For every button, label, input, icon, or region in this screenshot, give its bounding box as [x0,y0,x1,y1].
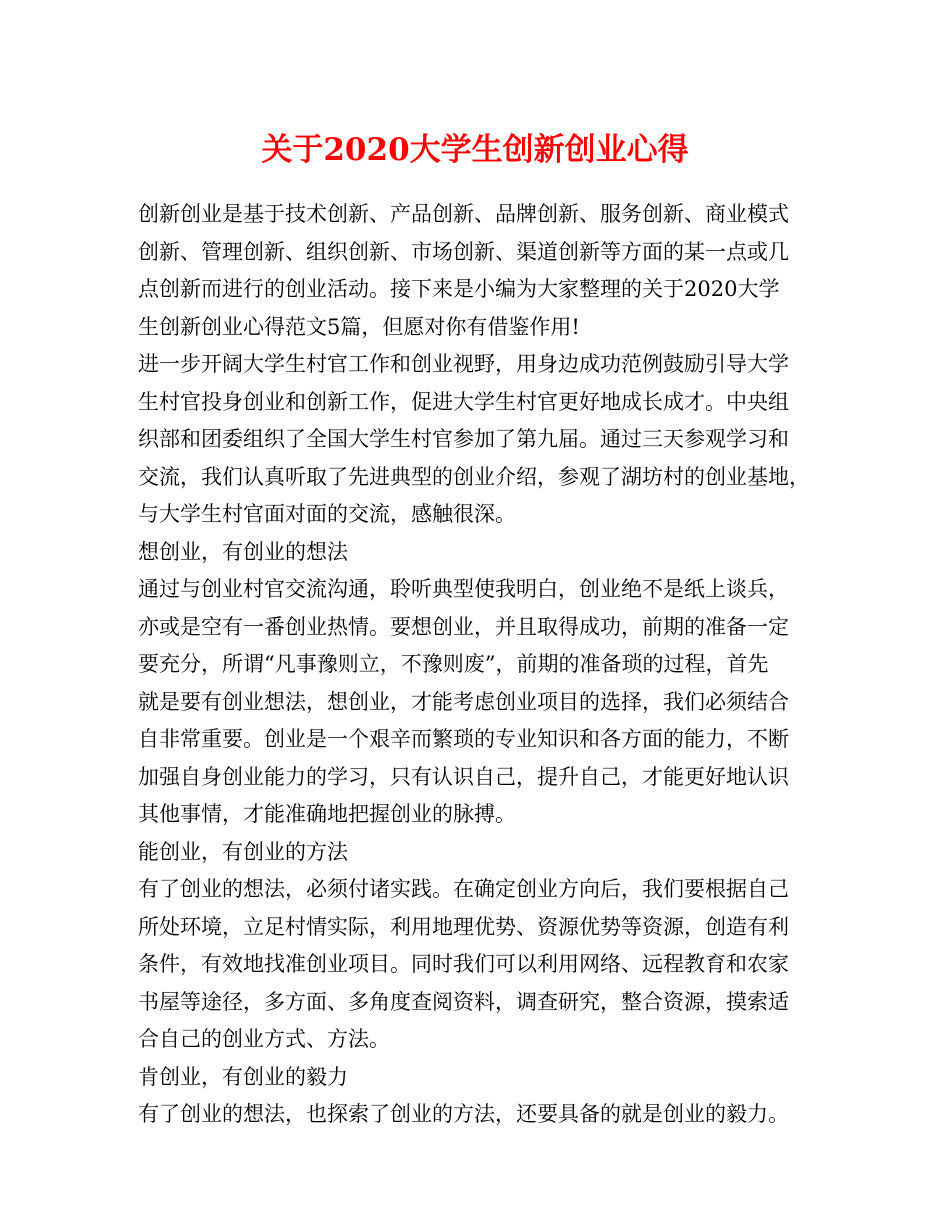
text-line: 点创新而进行的创业活动。接下来是小编为大家整理的关于2020大学 [138,277,780,301]
text-line: 有了创业的想法，也探索了创业的方法，还要具备的就是创业的毅力。 [138,1102,789,1126]
section-heading: 能创业，有创业的方法 [138,839,348,864]
section-heading: 肯创业，有创业的毅力 [138,1064,348,1089]
text-line: 书屋等途径，多方面、多角度查阅资料，调查研究，整合资源，摸索适 [138,989,789,1014]
text-line: 通过与创业村官交流沟通，聆听典型使我明白，创业绝不是纸上谈兵， [138,577,789,601]
document-title: 关于2020大学生创新创业心得 [261,132,689,168]
text-line: 织部和团委组织了全国大学生村官参加了第九届。通过三天参观学习和 [138,427,789,451]
text-line: 创新、管理创新、组织创新、市场创新、渠道创新等方面的某一点或几 [138,239,789,264]
text-line: 就是要有创业想法，想创业，才能考虑创业项目的选择，我们必须结合 [138,689,789,714]
text-line: 亦或是空有一番创业热情。要想创业，并且取得成功，前期的准备一定 [138,614,789,639]
text-line: 所处环境，立足村情实际，利用地理优势、资源优势等资源，创造有利 [138,914,789,939]
text-line: 进一步开阔大学生村官工作和创业视野，用身边成功范例鼓励引导大学 [138,352,789,376]
text-line: 创新创业是基于技术创新、产品创新、品牌创新、服务创新、商业模式 [138,202,789,226]
text-line: 合自己的创业方式、方法。 [138,1027,390,1051]
text-line: 有了创业的想法，必须付诸实践。在确定创业方向后，我们要根据自己 [138,877,789,901]
text-line: 条件，有效地找准创业项目。同时我们可以利用网络、远程教育和农家 [138,952,789,976]
text-line: 自非常重要。创业是一个艰辛而繁琐的专业知识和各方面的能力，不断 [138,727,789,751]
text-line: 与大学生村官面对面的交流，感触很深。 [138,502,516,526]
text-line: 生创新创业心得范文5篇，但愿对你有借鉴作用! [138,314,580,339]
document-body [138,196,818,1134]
text-line: 交流，我们认真听取了先进典型的创业介绍，参观了湖坊村的创业基地， [138,464,810,489]
section-heading: 想创业，有创业的想法 [138,539,348,564]
text-line: 其他事情，才能准确地把握创业的脉搏。 [138,802,516,826]
text-line: 加强自身创业能力的学习，只有认识自己，提升自己，才能更好地认识 [138,764,789,789]
text-line: 要充分，所谓“凡事豫则立，不豫则废”，前期的准备琐的过程，首先 [138,652,769,676]
text-line: 生村官投身创业和创新工作，促进大学生村官更好地成长成才。中央组 [138,389,789,414]
